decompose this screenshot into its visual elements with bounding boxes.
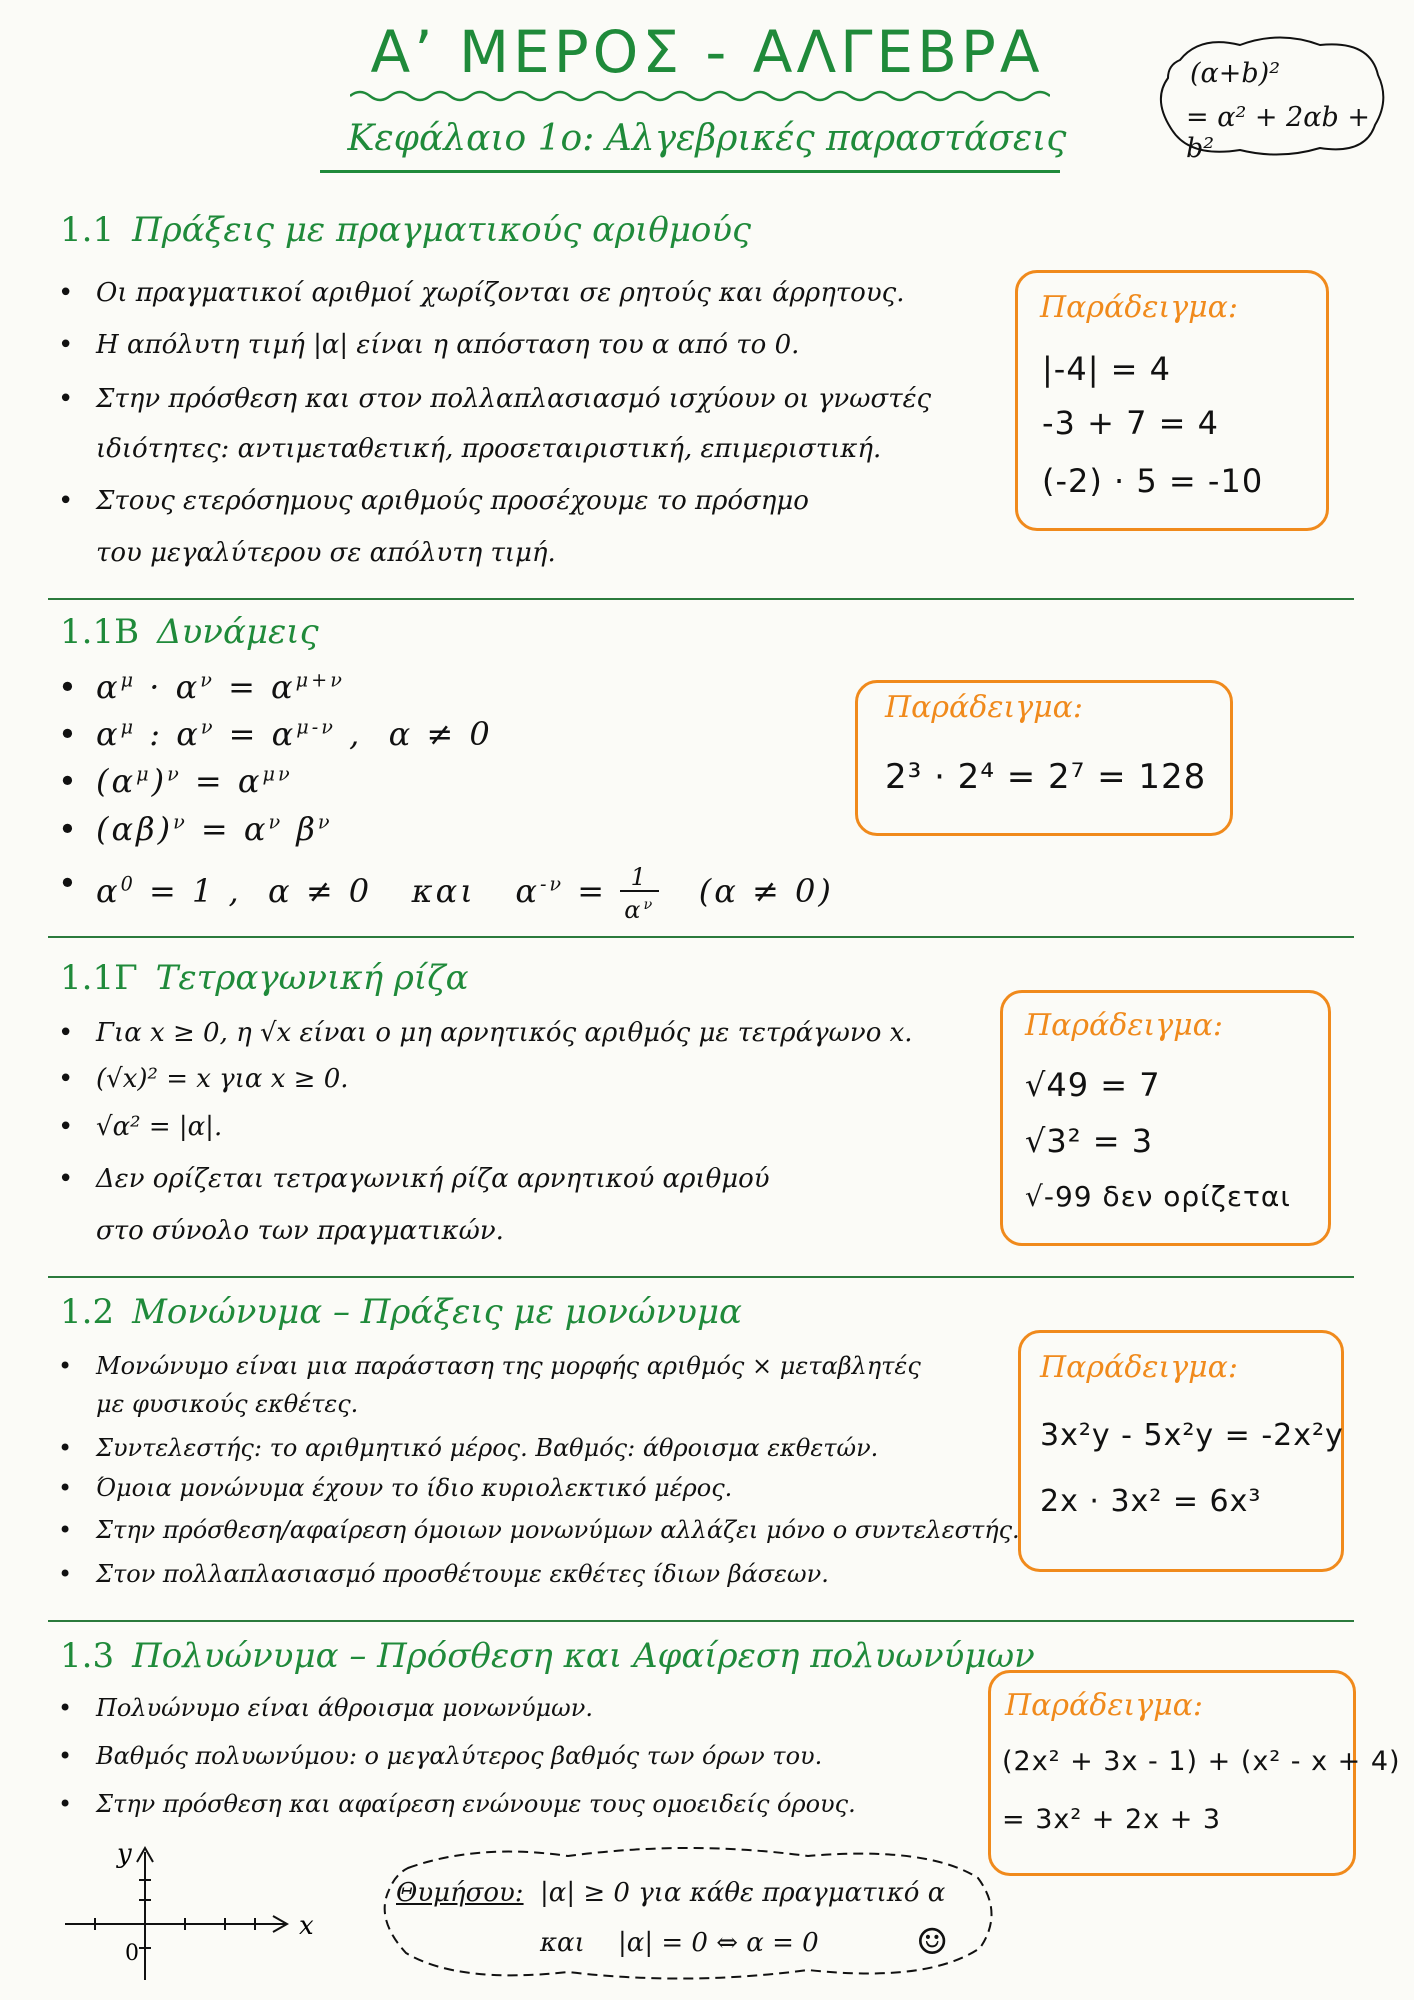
coordinate-axes bbox=[55, 1830, 325, 1990]
list-item-continuation: του μεγαλύτερου σε απόλυτη τιμή. bbox=[96, 538, 556, 568]
example-line: √3² = 3 bbox=[1025, 1122, 1154, 1160]
section-heading: Πράξεις με πραγματικούς αριθμούς bbox=[132, 210, 752, 250]
example-line: (-2) · 5 = -10 bbox=[1042, 462, 1264, 500]
list-item: • $(\alpha\beta)^\nu = \alpha^\nu$ $\beta^\nu$ bbox=[60, 810, 297, 848]
list-item: • Βαθμός πολυωνύμου: ο μεγαλύτερος βαθμός των όρων του. bbox=[60, 1742, 786, 1770]
list-item-continuation: στο σύνολο των πραγματικών. bbox=[96, 1216, 504, 1246]
chapter-title: Κεφάλαιο 1ο: Αλγεβρικές παραστάσεις bbox=[347, 118, 1067, 159]
list-item: • $\alpha^0 = 1$ , α ≠ 0 και $\alpha^{-\nu}$ = $\frac{1}{\alpha^\nu}$ (α ≠ 0) bbox=[60, 864, 798, 923]
list-item: • Μονώνυμο είναι μια παράσταση της μορφής αριθμός × μεταβλητές bbox=[60, 1352, 885, 1380]
list-item: • Συντελεστής: το αριθμητικό μέρος. Βαθμός: άθροισμα εκθετών. bbox=[60, 1434, 842, 1462]
section-number: 1.1Γ bbox=[60, 958, 138, 998]
list-item: • Για x ≥ 0, η √x είναι ο μη αρνητικός αριθμός με τετράγωνο x. bbox=[60, 1018, 877, 1048]
list-item: • $(\alpha^\mu)^\nu = \alpha^{\mu\nu}$ bbox=[60, 762, 257, 800]
formula-cloud bbox=[1150, 30, 1390, 164]
reminder-line-2a: και bbox=[540, 1928, 585, 1958]
smiley-icon: ☺ bbox=[916, 1922, 949, 1963]
y-axis-label: y bbox=[117, 1839, 132, 1869]
section-number: 1.1Β bbox=[60, 612, 140, 652]
section-divider bbox=[48, 1620, 1354, 1622]
section-divider bbox=[48, 936, 1354, 938]
example-label: Παράδειγμα: bbox=[1040, 290, 1239, 325]
reminder-line-1: |α| ≥ 0 για κάθε πραγματικό α bbox=[540, 1878, 946, 1908]
example-line: 2x · 3x² = 6x³ bbox=[1040, 1484, 1262, 1519]
cloud-line-1: (α+b)² bbox=[1190, 58, 1281, 89]
example-label: Παράδειγμα: bbox=[1040, 1350, 1239, 1385]
section-divider bbox=[48, 598, 1354, 600]
list-item-continuation: ιδιότητες: αντιμεταθετική, προσεταιριστική, επιμεριστική. bbox=[96, 434, 882, 464]
section-number: 1.1 bbox=[60, 210, 115, 250]
section-number: 1.2 bbox=[60, 1292, 115, 1332]
list-item: • Στους ετερόσημους αριθμούς προσέχουμε το πρόσημο bbox=[60, 486, 773, 516]
reminder-line-2b: |α| = 0 ⇔ α = 0 bbox=[618, 1928, 819, 1958]
chapter-underline bbox=[320, 170, 1060, 173]
section-title-1-2 bbox=[60, 1292, 742, 1332]
cloud-line-2: = α² + 2αb + b² bbox=[1186, 102, 1370, 164]
list-item: • Στην πρόσθεση και αφαίρεση ενώνουμε τους ομοειδείς όρους. bbox=[60, 1790, 820, 1818]
example-label: Παράδειγμα: bbox=[1005, 1688, 1204, 1723]
list-item: • Οι πραγματικοί αριθμοί χωρίζονται σε ρητούς και άρρητους. bbox=[60, 278, 868, 308]
page-title: Α’ ΜΕΡΟΣ - ΑΛΓΕΒΡΑ bbox=[370, 18, 1044, 86]
list-item: • Δεν ορίζεται τετραγωνική ρίζα αρνητικού αριθμού bbox=[60, 1164, 734, 1194]
list-item: • Στην πρόσθεση και στον πολλαπλασιασμό ισχύουν οι γνωστές bbox=[60, 384, 895, 414]
reminder-cloud bbox=[368, 1838, 1008, 1988]
list-item: • $\alpha^\mu$ : $\alpha^\nu = \alpha^{\mu-\nu}$ , α ≠ 0 bbox=[60, 715, 457, 753]
reminder-cloud-shape bbox=[368, 1838, 1008, 1988]
example-line: √-99 δεν ορίζεται bbox=[1025, 1180, 1291, 1213]
example-line: (2x² + 3x - 1) + (x² - x + 4) bbox=[1002, 1746, 1401, 1777]
section-title-1-1c bbox=[60, 958, 469, 998]
example-line: √49 = 7 bbox=[1025, 1066, 1161, 1104]
section-title-1-3 bbox=[60, 1636, 1035, 1676]
title-underline bbox=[350, 88, 1050, 104]
list-item: • Πολυώνυμο είναι άθροισμα μονωνύμων. bbox=[60, 1694, 557, 1722]
example-line: 2³ · 2⁴ = 2⁷ = 128 bbox=[885, 757, 1207, 797]
section-title-1-1b bbox=[60, 612, 319, 652]
x-axis-label: x bbox=[299, 1911, 314, 1941]
list-item: • Η απόλυτη τιμή |α| είναι η απόσταση του α από το 0. bbox=[60, 330, 763, 360]
section-divider bbox=[48, 1276, 1354, 1278]
example-line: -3 + 7 = 4 bbox=[1042, 404, 1219, 442]
example-label: Παράδειγμα: bbox=[885, 690, 1084, 725]
section-heading: Δυνάμεις bbox=[157, 612, 319, 652]
example-line: = 3x² + 2x + 3 bbox=[1002, 1804, 1222, 1835]
reminder-label: Θυμήσου: bbox=[396, 1878, 524, 1908]
section-heading: Μονώνυμα – Πράξεις με μονώνυμα bbox=[132, 1292, 743, 1332]
list-item: • Στον πολλαπλασιασμό προσθέτουμε εκθέτες ίδιων βάσεων. bbox=[60, 1560, 793, 1588]
list-item: • $\alpha^\mu \cdot \alpha^\nu = \alpha^{\mu+\nu}$ bbox=[60, 668, 309, 706]
section-heading: Τετραγωνική ρίζα bbox=[155, 958, 469, 998]
list-item: • Στην πρόσθεση/αφαίρεση όμοιων μονωνύμων αλλάζει μόνο ο συντελεστής. bbox=[60, 1516, 984, 1544]
origin-label: 0 bbox=[125, 1941, 139, 1966]
example-line: |-4| = 4 bbox=[1042, 350, 1171, 388]
list-item: • (√x)² = x για x ≥ 0. bbox=[60, 1064, 313, 1094]
section-number: 1.3 bbox=[60, 1636, 115, 1676]
section-heading: Πολυώνυμα – Πρόσθεση και Αφαίρεση πολυωνύμων bbox=[132, 1636, 1035, 1676]
example-line: 3x²y - 5x²y = -2x²y bbox=[1040, 1418, 1344, 1453]
list-item-continuation: με φυσικούς εκθέτες. bbox=[96, 1390, 359, 1418]
example-label: Παράδειγμα: bbox=[1025, 1008, 1224, 1043]
list-item: • Όμοια μονώνυμα έχουν το ίδιο κυριολεκτικό μέρος. bbox=[60, 1474, 696, 1502]
list-item: • √α² = |α|. bbox=[60, 1112, 186, 1142]
section-title-1-1 bbox=[60, 210, 751, 250]
